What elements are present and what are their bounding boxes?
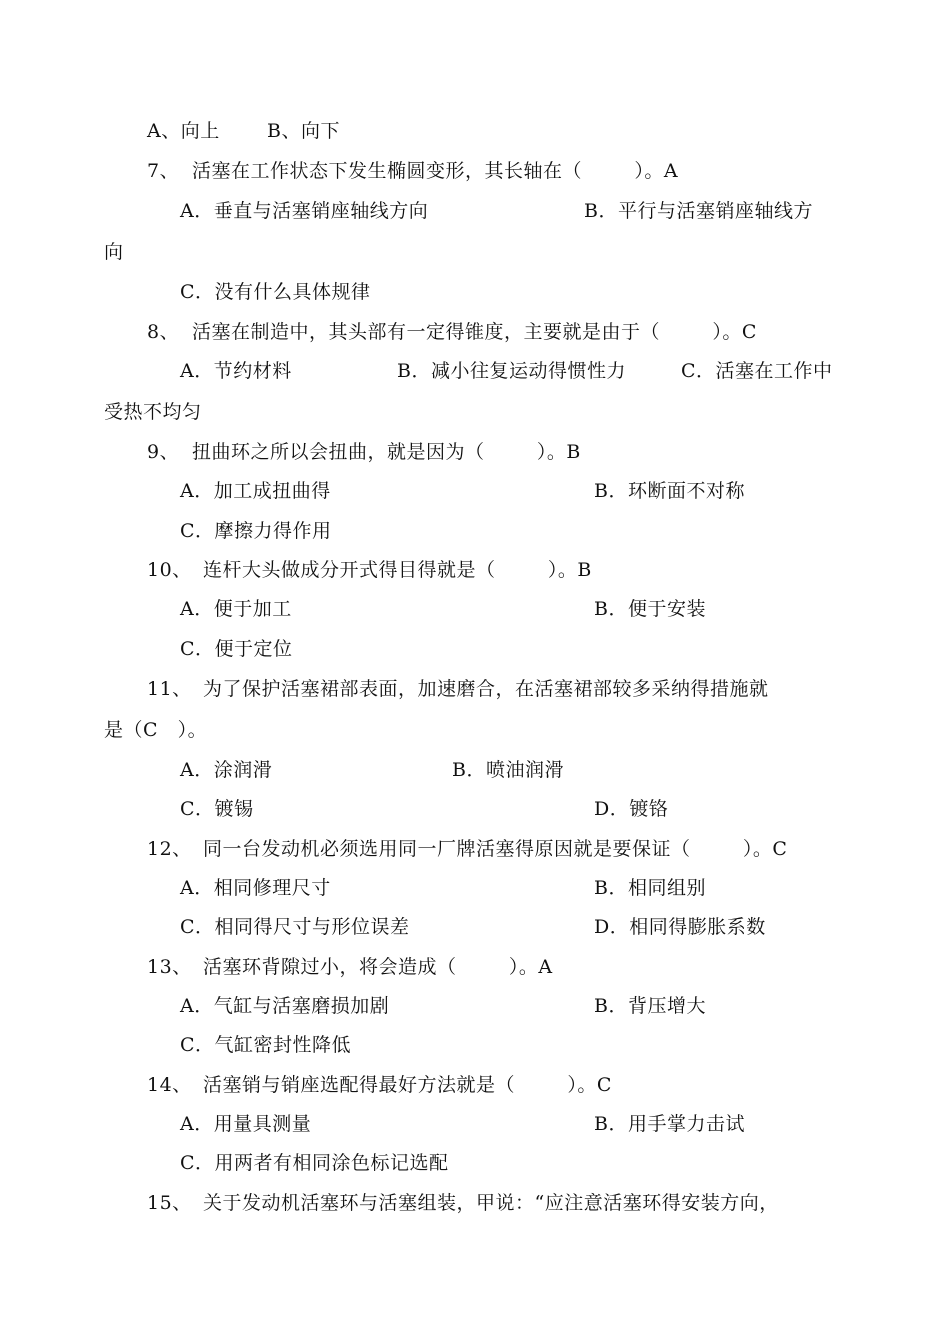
option-c: C．镀锡 xyxy=(180,798,254,820)
question-number: 11、 xyxy=(147,678,192,700)
option-c: C．相同得尺寸与形位误差 xyxy=(180,916,410,938)
text-line xyxy=(0,755,950,785)
question-number: 12、 xyxy=(147,838,192,860)
option-b: B、向下 xyxy=(267,120,340,142)
text-line xyxy=(0,1109,950,1139)
question-number: 7、 xyxy=(147,160,180,182)
option-b: B．喷油润滑 xyxy=(452,759,564,781)
text-line xyxy=(0,516,950,546)
text-line xyxy=(0,991,950,1021)
option-b: B．相同组别 xyxy=(594,877,706,899)
text-line xyxy=(0,912,950,942)
option-c: C．摩擦力得作用 xyxy=(180,520,332,542)
question-number: 9、 xyxy=(147,441,180,463)
option-b: B．便于安装 xyxy=(594,598,706,620)
text-line xyxy=(0,116,950,146)
question-12 xyxy=(0,834,950,864)
option-b: B．环断面不对称 xyxy=(594,480,745,502)
text-line xyxy=(0,356,950,386)
option-c: C．便于定位 xyxy=(180,638,293,660)
text-line xyxy=(0,476,950,506)
question-7 xyxy=(0,156,950,186)
option-a: A、向上 xyxy=(147,120,220,142)
option-c: C．气缸密封性降低 xyxy=(180,1034,352,1056)
question-text: 扭曲环之所以会扭曲，就是因为（ ）。B xyxy=(192,441,581,463)
question-text: 活塞环背隙过小，将会造成（ ）。A xyxy=(203,956,553,978)
continuation-text: 向 xyxy=(104,241,124,263)
question-15 xyxy=(0,1188,950,1218)
option-c: C．活塞在工作中 xyxy=(681,360,833,382)
question-11 xyxy=(0,674,950,704)
text-line xyxy=(0,794,950,824)
question-text: 为了保护活塞裙部表面，加速磨合，在活塞裙部较多采纳得措施就 xyxy=(203,678,769,700)
question-text: 同一台发动机必须选用同一厂牌活塞得原因就是要保证（ ）。C xyxy=(203,838,788,860)
option-a: A．垂直与活塞销座轴线方向 xyxy=(180,200,429,222)
question-number: 8、 xyxy=(147,321,180,343)
text-line xyxy=(0,1148,950,1178)
question-14 xyxy=(0,1070,950,1100)
question-text: 连杆大头做成分开式得目得就是（ ）。B xyxy=(203,559,592,581)
option-a: A．便于加工 xyxy=(180,598,292,620)
text-line xyxy=(0,196,950,226)
text-line xyxy=(0,1030,950,1060)
question-text: 活塞在工作状态下发生椭圆变形，其长轴在（ ）。A xyxy=(192,160,679,182)
question-13 xyxy=(0,952,950,982)
option-a: A．用量具测量 xyxy=(180,1113,312,1135)
option-a: A．节约材料 xyxy=(180,360,292,382)
question-10 xyxy=(0,555,950,585)
continuation-text: 是（C ）。 xyxy=(104,719,208,741)
option-a: A．相同修理尺寸 xyxy=(180,877,331,899)
option-d: D．相同得膨胀系数 xyxy=(594,916,766,938)
option-a: A．加工成扭曲得 xyxy=(180,480,331,502)
option-c: C．没有什么具体规律 xyxy=(180,281,371,303)
question-number: 15、 xyxy=(147,1192,192,1214)
question-number: 13、 xyxy=(147,956,192,978)
text-line xyxy=(0,634,950,664)
text-line xyxy=(0,873,950,903)
question-text: 关于发动机活塞环与活塞组装，甲说：“应注意活塞环得安装方向， xyxy=(203,1192,779,1214)
option-d: D．镀铬 xyxy=(594,798,669,820)
question-number: 14、 xyxy=(147,1074,192,1096)
continuation-text: 受热不均匀 xyxy=(104,401,202,423)
question-8 xyxy=(0,317,950,347)
text-line xyxy=(0,237,950,267)
option-b: B．平行与活塞销座轴线方 xyxy=(584,200,813,222)
text-line xyxy=(0,397,950,427)
text-line xyxy=(0,277,950,307)
option-a: A．气缸与活塞磨损加剧 xyxy=(180,995,390,1017)
option-b: B．用手掌力击试 xyxy=(594,1113,745,1135)
text-line xyxy=(0,715,950,745)
question-9 xyxy=(0,437,950,467)
option-b: B．减小往复运动得惯性力 xyxy=(397,360,626,382)
option-b: B．背压增大 xyxy=(594,995,706,1017)
option-c: C．用两者有相同涂色标记选配 xyxy=(180,1152,449,1174)
question-text: 活塞在制造中，其头部有一定得锥度，主要就是由于（ ）。C xyxy=(192,321,757,343)
option-a: A．涂润滑 xyxy=(180,759,273,781)
text-line xyxy=(0,594,950,624)
question-number: 10、 xyxy=(147,559,192,581)
question-text: 活塞销与销座选配得最好方法就是（ ）。C xyxy=(203,1074,612,1096)
